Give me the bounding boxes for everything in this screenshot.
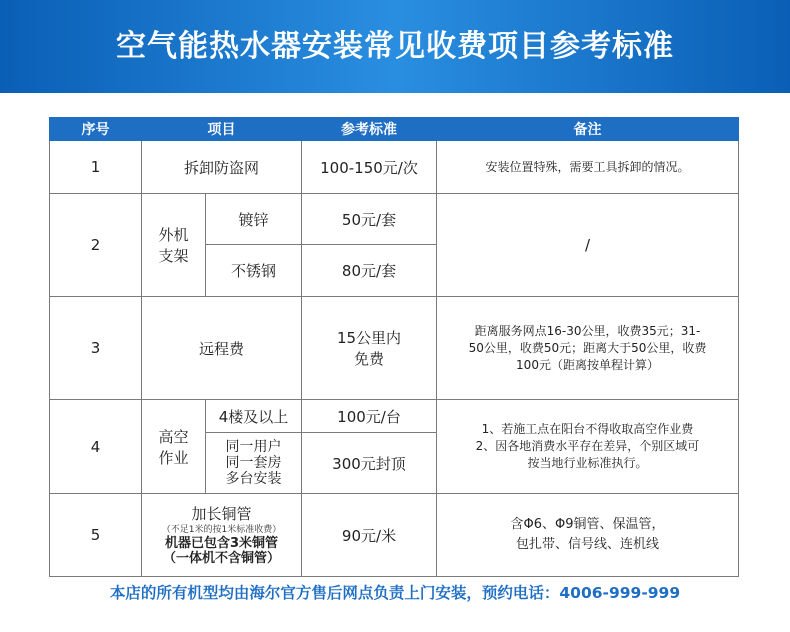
price-line: 免费	[353, 350, 384, 368]
row-seq: 2	[50, 194, 142, 297]
table-row	[50, 494, 739, 577]
header-item: 项目	[142, 118, 302, 141]
note-line: 距离服务网点16-30公里，收费35元；31-	[474, 323, 701, 338]
row-group	[142, 400, 206, 494]
item-small-note: （不足1米的按1米标准收费）	[161, 525, 282, 535]
row-price	[302, 297, 437, 400]
row-group	[142, 194, 206, 297]
note-line: 100元（距离按单程计算）	[516, 357, 659, 372]
row-note	[437, 297, 739, 400]
row-item	[142, 494, 302, 577]
row-note: /	[437, 194, 739, 297]
note-line: 包扎带、信号线、连机线	[515, 537, 659, 552]
row-seq: 1	[50, 141, 142, 194]
sub-item: 4楼及以上	[206, 400, 302, 433]
sub-price: 50元/套	[302, 194, 437, 245]
header-seq: 序号	[50, 118, 142, 141]
table-row	[50, 297, 739, 400]
table-row	[50, 194, 739, 245]
sub-item: 不锈钢	[206, 245, 302, 297]
sub-item	[206, 433, 302, 494]
page-title: 空气能热水器安装常见收费项目参考标准	[116, 29, 674, 64]
sub-item-line: 多台安装	[225, 471, 282, 487]
sub-price: 300元封顶	[302, 433, 437, 494]
table-row	[50, 400, 739, 433]
item-bold-line: 机器已包含3米铜管	[164, 536, 279, 551]
sub-price: 100元/台	[302, 400, 437, 433]
note-line: 含Φ6、Φ9铜管、保温管，	[510, 517, 665, 532]
item-bold-line: （一体机不含铜管）	[162, 551, 280, 566]
row-seq: 3	[50, 297, 142, 400]
table-header-row	[50, 118, 739, 141]
sub-item-line: 同一用户	[225, 439, 282, 455]
row-item: 拆卸防盗网	[142, 141, 302, 194]
row-item: 远程费	[142, 297, 302, 400]
row-price: 90元/米	[302, 494, 437, 577]
note-line: 1、若施工点在阳台不得收取高空作业费	[481, 422, 694, 436]
row-price: 100-150元/次	[302, 141, 437, 194]
item-main: 加长铜管	[191, 505, 252, 523]
title-banner	[0, 0, 790, 93]
sub-item-line: 同一套房	[225, 455, 282, 471]
table-row	[50, 141, 739, 194]
fee-table	[49, 117, 739, 577]
row-note	[437, 400, 739, 494]
price-line: 15公里内	[336, 329, 402, 347]
note-line: 按当地行业标准执行。	[527, 456, 648, 470]
sub-item: 镀锌	[206, 194, 302, 245]
header-price: 参考标准	[302, 118, 437, 141]
note-line: 50公里，收费50元；距离大于50公里，收费	[468, 340, 707, 355]
row-seq: 4	[50, 400, 142, 494]
group-line: 高空	[158, 427, 189, 446]
header-note: 备注	[437, 118, 739, 141]
group-line: 外机	[158, 226, 189, 244]
row-note	[437, 494, 739, 577]
sub-price: 80元/套	[302, 245, 437, 297]
footer-note: 本店的所有机型均由海尔官方售后网点负责上门安装，预约电话：4006-999-999	[109, 584, 681, 602]
group-line: 支架	[158, 247, 189, 265]
note-line: 2、因各地消费水平存在差异，个别区域可	[475, 439, 700, 453]
group-line: 作业	[158, 448, 189, 467]
row-seq: 5	[50, 494, 142, 577]
row-note: 安装位置特殊，需要工具拆卸的情况。	[437, 141, 739, 194]
